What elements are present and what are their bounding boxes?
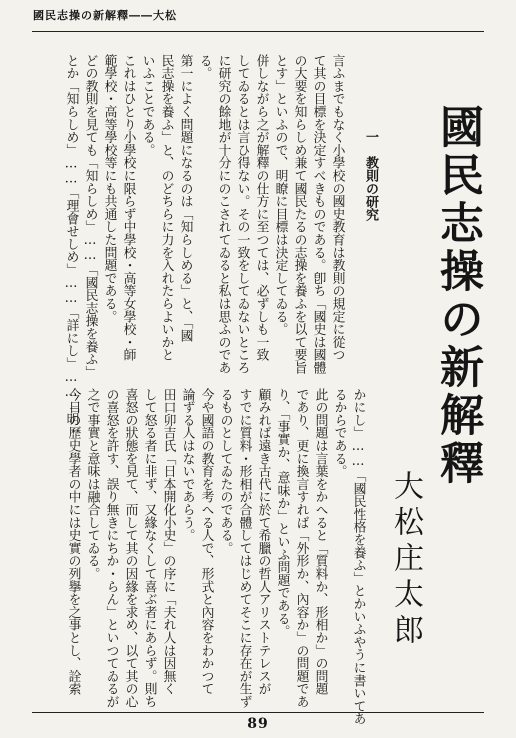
- text-column: 論ずる人はないであらう。: [179, 388, 195, 542]
- text-column: これはひとり小學校に限らず中學校・高等女學校・師: [120, 54, 136, 362]
- text-column: るからである。: [331, 388, 347, 478]
- text-column: 此の問題は言葉をかへると「質料か、形相か」の問題: [312, 388, 328, 696]
- text-column: り、「事實か、意味か」といふ問題である。: [274, 388, 290, 638]
- text-column: かにし」……「國民性格を養ふ」とかいふやうに書いてあ: [350, 388, 366, 726]
- header-rule: [32, 31, 484, 32]
- text-column: て其の目標を決定すべきものである。卽ち「國史は國體: [310, 54, 326, 374]
- text-column: とす」といふので、明瞭に目標は決定してゐる。: [272, 54, 288, 336]
- text-column: してゐるとは言ひ得ない。その一致をしてゐないところ: [234, 54, 250, 374]
- text-column: 言ふまでもなく小學校の國史教育は教則の規定に從つ: [329, 54, 345, 362]
- text-column: すでに質料・形相が合體してはじめてそこに存在が生ず: [236, 388, 252, 708]
- text-column: の大要を知らしめ兼て國民たるの志操を養ふを以て要旨: [291, 54, 307, 374]
- running-head: 國民志操の新解釋――大松: [33, 9, 177, 22]
- text-column: に研究の餘地が十分にのこされてゐると私は思ふのであ: [215, 54, 231, 374]
- article-title: 國民志操の新解釋: [432, 104, 483, 488]
- text-column: いふことである。: [139, 54, 155, 157]
- text-column: る。: [196, 54, 212, 80]
- page-number: 89: [247, 716, 269, 732]
- text-column: 範學校・高等學校等にも共通した問題である。: [101, 54, 117, 323]
- text-column: 之で事實と意味は融合してゐる。: [84, 388, 100, 580]
- text-column: 第一によく問題になるのは「知らしめる」と、「國: [177, 54, 193, 342]
- text-column: 田口卯吉氏「日本開化小史」の序に「夫れ人は因無く: [160, 388, 176, 696]
- text-column: 喜怒の狀態を見て、而して其の因緣を求め、以て其の心: [122, 388, 138, 708]
- text-column: して怒る者に非ず、又緣なくして喜ぶ者にあらず。則ち: [141, 388, 157, 708]
- text-column: 併しながら之が解釋の仕方に至つては、必ずしも一致: [253, 54, 269, 362]
- text-column: であり、更に換言すれば「外形か、內容か」の問題であ: [293, 388, 309, 708]
- text-column: 民志操を養ふ」と、のどちらに力を入れたらよいかと: [158, 54, 174, 362]
- text-column: とか「知らしめ」……「理會せしめ」……「詳にし」……「明: [63, 54, 79, 426]
- author-name: 大松庄太郎: [388, 470, 423, 650]
- text-column: の喜怒を許す、誤り無きにちか・らん」といつてゐるが: [103, 388, 119, 708]
- text-column: 今や國語の教育を考へる人で、形式と內容をわかつて: [198, 388, 214, 696]
- text-column: どの教則を見ても「知らしめ」……「國民志操を養ふ」: [82, 54, 98, 379]
- text-column: 今日の歷史學者の中には史實の列擧を之事とし、詮索: [65, 388, 81, 696]
- text-column: るものとしてゐたのである。: [217, 388, 233, 555]
- section-heading: 一 教則の研究: [363, 130, 378, 221]
- footer-rule: [32, 712, 484, 713]
- text-column: 顧みれば遠き古代に於て希臘の哲人アリストテレスが: [255, 388, 271, 696]
